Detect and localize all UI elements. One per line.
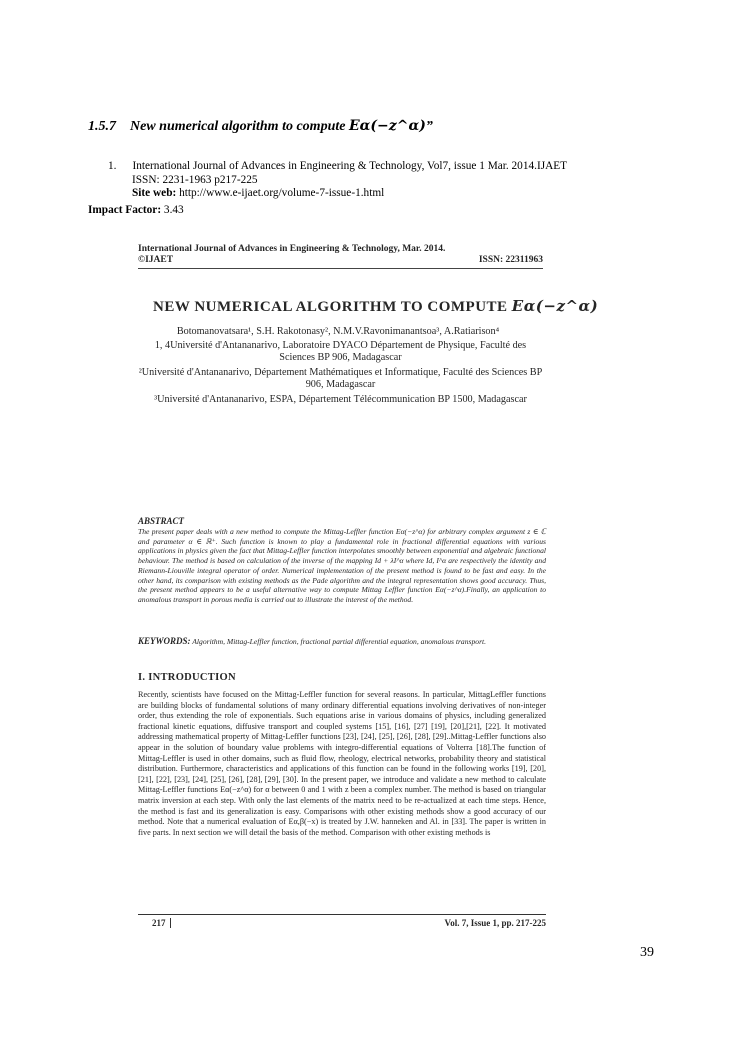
reference-site [108,187,668,201]
introduction-text: Recently, scientists have focused on the Mittag-Leffler function for several reasons. In particular, MittagLeffler functions are building blocks of fundamental solutions of many ordinary differential equations involving derivatives of non-integer order, thus extending the role of exponentials. Such equations arise in various domains of physics, including generalized fractional kinetic equations, diffusive transport and coupled systems [15], [16], [27] [19], [20],[21], [22]. It motivated addressing mathematical property of Mittag-Leffler functions [23], [24], [25], [26], [28], [29]..Mittag-Leffler functions also appear in the solution of boundary value problems with integro-differential equations of Volterra [18].The function of Mittag-Leffler is used in other domains, such as fluid flow, rheology, electrical networks, probability theory and statistical distribution. Furthermore, characteristics and applications of this function can be found in the following works [19], [20], [21], [22], [23], [24], [25], [26], [28], [29], [30]. In the present paper, we introduce and validate a new method to calculate Mittag-Leffler functions Eα(−z^α) for α between 0 and 1 with z been a complex number. The method is based on triangular matrix inversion at each step. With only the last elements of the matrix need to be re-actualized at each time steps. Hence, the method is fast and its generalization is easy. Comparisons with other existing methods show a good accuracy of our method. Note that a numerical evaluation of Eα,β(−x) is treated by J.W. hanneken and Al. in [33]. The paper is written in five parts. In next section we will detail the basis of the method. Comparison with other existing methods is [138,690,546,837]
abstract-text: The present paper deals with a new method to compute the Mittag-Leffler function Eα(−z^α) for arbitrary complex argument z ∈ ℂ and parameter α ∈ ℝ⁺. Such function is known to play a fundamental role in fractional differential equations with various applications in physics given the fact that Mittag-Leffler function interpolates smoothly between exponential and algebraic functional behaviour. The method is based on calculation of the inverse of the mapping Id + λI^α where Id, I^α are respectively the identity and Riemann-Liouville integral operator of order. Numerical implementation of the present method is found to be fast and easy. In the other hand, its comparison with existing methods as the Pade algorithm and the integral representation shows good accuracy. Thus, the present method appears to be a useful alternative way to compute Mittag Leffler function Eα(−z^α).Finally, an application to anomalous transport in porous media is carried out to illustrate the interest of the method. [138,527,546,604]
copyright: ©IJAET [138,255,174,265]
section-number: 1.5.7 [88,119,116,134]
reference-index: 1. [108,160,117,172]
impact-value: 3.43 [163,204,184,216]
authors: Botomanovatsara¹, S.H. Rakotonasy², N.M.V.Ravonimanantsoa³, A.Ratiarison⁴ [176,326,500,337]
footer-volume: Vol. 7, Issue 1, pp. 217-225 [444,918,546,928]
section-title-math: Eα(−z^α) [348,118,426,134]
issn: ISSN: 22311963 [478,255,543,265]
embedded-paper-image [128,234,598,934]
site-label: Site web: [132,187,177,199]
paper-title [153,297,598,316]
abstract-heading: ABSTRACT [138,516,185,526]
reference-issn: ISSN: 2231-1963 p217-225 [132,173,258,186]
keywords [138,637,546,647]
section-title: New numerical algorithm to compute [130,119,349,134]
impact-label: Impact Factor: [88,204,162,216]
impact-factor [88,204,184,216]
affiliation-1: 1, 4Université d'Antananarivo, Laboratoire DYACO Département de Physique, Faculté des Sciences BP 906, Madagascar [154,340,527,364]
paper-footer [138,918,546,928]
introduction-heading: I. INTRODUCTION [138,672,236,683]
affiliation-3: ³Université d'Antananarivo, ESPA, Département Télécommunication BP 1500, Madagascar [154,394,527,405]
paper-title-math: Eα(−z^α) [511,297,599,315]
keywords-label: KEYWORDS: [138,636,191,646]
keywords-text: Algorithm, Mittag-Leffler function, fractional partial differential equation, anomalous transport. [192,637,487,646]
site-url[interactable]: http://www.e-ijaet.org/volume-7-issue-1.html [179,187,385,199]
header-rule [138,268,543,269]
footer-rule [138,914,546,915]
section-heading [88,118,433,135]
paper-title-text: NEW NUMERICAL ALGORITHM TO COMPUTE [153,299,512,315]
footer-page: 217 [138,918,171,928]
section-title-suffix: ” [425,119,433,134]
journal-line: International Journal of Advances in Engineering & Technology, Mar. 2014. [138,244,446,254]
affiliation-2: ²Université d'Antananarivo, Département Mathématiques et Informatique, Faculté des Sciences BP 906, Madagascar [138,367,543,391]
page-number: 39 [640,945,654,960]
reference-citation: International Journal of Advances in Engineering & Technology, Vol7, issue 1 Mar. 2014.IJAET [132,160,568,172]
paper-header [138,244,543,269]
reference-entry [108,160,668,201]
reference-line-1 [108,160,668,174]
